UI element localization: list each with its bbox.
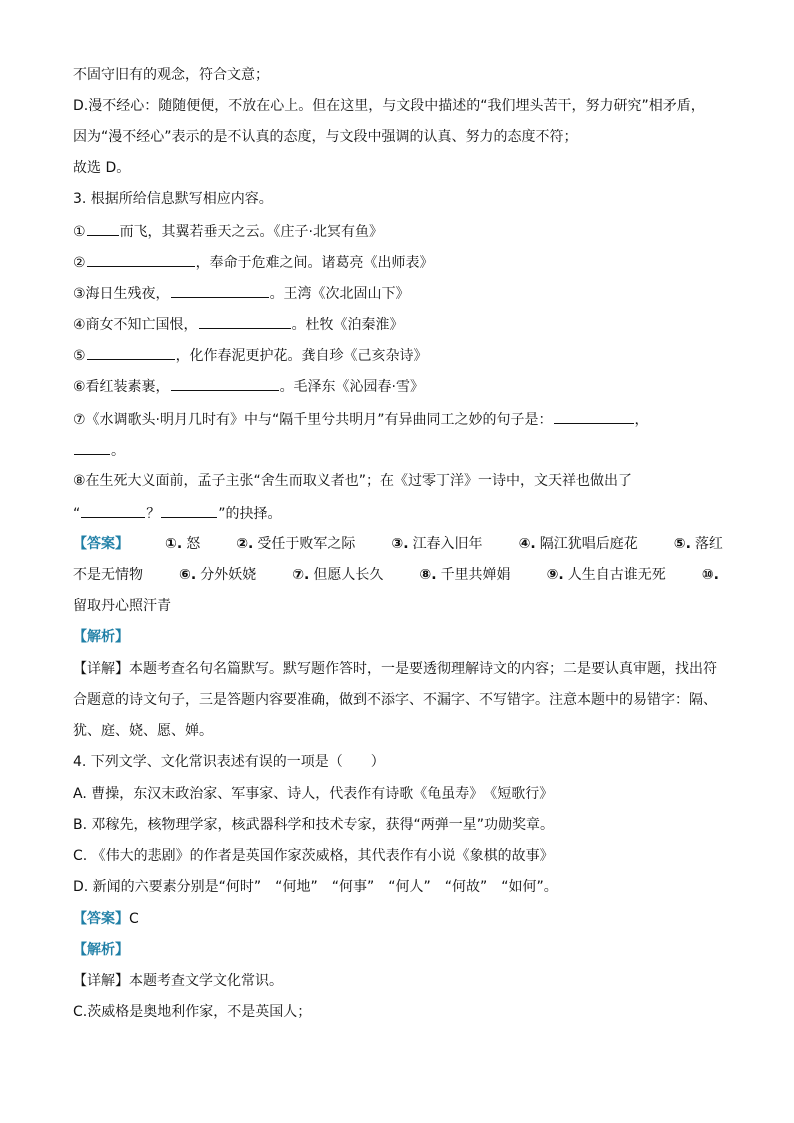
item-text: ？	[146, 506, 161, 522]
fill-blank	[199, 314, 291, 329]
question-3-item-2	[73, 252, 723, 272]
answer-item: ②. 受任于败军之际	[236, 536, 356, 552]
question-3-item-6	[73, 376, 723, 396]
question-3-item-7-cont	[73, 440, 723, 460]
option-a: A. 曹操，东汉末政治家、军事家、诗人，代表作有诗歌《龟虽寿》 《短歌行》	[73, 786, 554, 802]
fill-blank	[171, 283, 269, 298]
fill-blank	[87, 345, 175, 360]
item-number: ②	[73, 255, 86, 271]
question-3-item-4	[73, 314, 723, 334]
analysis-tag: 【解析】	[73, 942, 129, 958]
item-text: ⑦《水调歌头·明月几时有》中与“隔千里兮共明月”有异曲同工之妙的句子是：	[73, 412, 553, 428]
text-line: 故选 D。	[73, 160, 131, 176]
question-4-title: 4. 下列文学、文化常识表述有误的一项是（ ）	[73, 754, 385, 770]
answer-tag: 【答案】	[73, 536, 129, 552]
option-b: B. 邓稼先，核物理学家，核武器科学和技术专家，获得“两弹一星”功勋奖章。	[73, 817, 555, 833]
fill-blank	[81, 503, 145, 518]
answer-item: ⑨. 人生自古谁无死	[546, 567, 666, 583]
answer-item: ⑦. 但愿人长久	[292, 567, 384, 583]
item-text: ③海日生残夜，	[73, 286, 170, 302]
answer-item: 不是无情物	[73, 567, 143, 583]
fill-blank	[171, 376, 279, 391]
item-number: ⑤	[73, 348, 86, 364]
fill-blank	[87, 252, 195, 267]
item-text: 。	[111, 443, 125, 459]
item-number: ①	[73, 224, 86, 240]
option-c: C. 《伟大的悲剧》的作者是英国作家茨威格，其代表作有小说《象棋的故事》	[73, 848, 554, 864]
text-line: 因为“漫不经心”表示的是不认真的态度，与文段中强调的认真、努力的态度不符；	[73, 129, 578, 145]
answer-item: ③. 江春入旧年	[391, 536, 483, 552]
text-line: 不固守旧有的观念，符合文意；	[73, 67, 269, 83]
answer-item: ①. 怒	[165, 536, 201, 552]
analysis-tag: 【解析】	[73, 629, 129, 645]
answer-item: ④. 隔江犹唱后庭花	[518, 536, 638, 552]
answer-row	[73, 534, 723, 554]
question-3-item-3	[73, 283, 723, 303]
fill-blank	[74, 440, 110, 455]
item-text: 。毛泽东《沁园春·雪》	[279, 379, 425, 395]
item-text: ，	[634, 412, 649, 428]
answer-tag: 【答案】	[73, 911, 129, 927]
answer-item: ⑥. 分外妖娆	[179, 567, 257, 583]
text-line: 【详解】本题考查文学文化常识。	[73, 973, 283, 989]
answer-row	[73, 565, 723, 585]
question-3-title: 3. 根据所给信息默写相应内容。	[73, 191, 273, 207]
answer-row: 留取丹心照汗青	[73, 598, 171, 614]
answer-value: C	[129, 911, 139, 927]
fill-blank	[554, 409, 634, 424]
item-text: ④商女不知亡国恨，	[73, 317, 198, 333]
answer-item: ⑤. 落红	[673, 536, 723, 552]
question-3-item-8-cont	[73, 503, 723, 523]
item-text: 。杜牧《泊秦淮》	[291, 317, 404, 333]
question-3-item-5	[73, 345, 723, 365]
text-line: C.茨威格是奥地利作家，不是英国人；	[73, 1004, 312, 1020]
question-3-item-8: ⑧在生死大义面前，孟子主张“舍生而取义者也”；在《过零丁洋》一诗中，文天祥也做出了	[73, 473, 633, 489]
question-3-item-7	[73, 409, 723, 429]
item-text: 而飞，其翼若垂天之云。《庄子·北冥有鱼》	[119, 224, 384, 240]
fill-blank	[161, 503, 217, 518]
option-d: D. 新闻的六要素分别是“何时” “何地” “何事” “何人” “何故” “如何”。	[73, 879, 558, 895]
text-line: 犹、庭、娆、愿、婵。	[73, 723, 213, 739]
item-text: ，化作春泥更护花。龚自珍《己亥杂诗》	[175, 348, 428, 364]
item-text: “	[73, 506, 81, 522]
text-line: D.漫不经心：随随便便，不放在心上。但在这里，与文段中描述的“我们埋头苦干，努力研究”相矛盾，	[73, 98, 705, 114]
item-text: ⑥看红装素裹，	[73, 379, 170, 395]
text-line: 合题意的诗文句子，三是答题内容要准确，做到不添字、不漏字、不写错字。注意本题中的易错字：隔、	[73, 692, 717, 708]
text-line: 【详解】本题考查名句名篇默写。默写题作答时，一是要透彻理解诗文的内容；二是要认真审题，找出符	[73, 661, 717, 677]
item-text: 。王湾《次北固山下》	[269, 286, 410, 302]
fill-blank	[87, 221, 119, 236]
answer-row	[73, 909, 723, 929]
question-3-item-1	[73, 221, 723, 241]
item-text: ”的抉择。	[218, 506, 282, 522]
answer-item: ⑩.	[701, 567, 719, 583]
item-text: ，奉命于危难之间。诸葛亮《出师表》	[195, 255, 434, 271]
answer-item: ⑧. 千里共婵娟	[419, 567, 511, 583]
